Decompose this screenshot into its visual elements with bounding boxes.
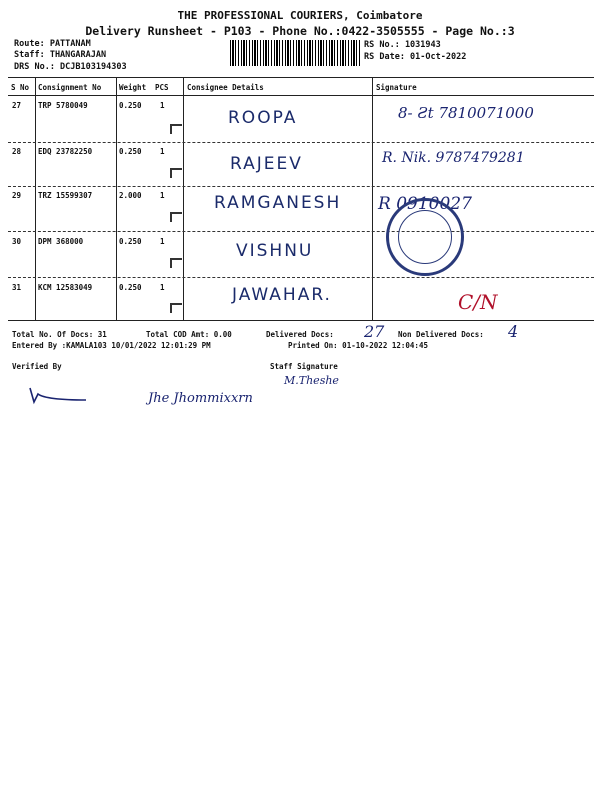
col-header-consignment: Consignment No [38,83,102,92]
consignee-name: RAJEEV [230,154,303,174]
staff-signature-label: Staff Signature [270,362,338,371]
rs-number: RS No.: 1031943 [364,40,441,50]
consignee-name: RAMGANESH [214,193,342,213]
row-sno: 30 [12,237,22,246]
runsheet-title: Delivery Runsheet - P103 - Phone No.:0422-3505555 - Page No.:3 [85,24,515,38]
row-pcs: 1 [160,101,165,110]
tick-mark [170,258,182,268]
row-sno: 27 [12,101,22,110]
tick-mark [170,168,182,178]
row-pcs: 1 [160,191,165,200]
delivered-label: Delivered Docs: [266,330,334,339]
table-bottom-rule [8,320,594,321]
row-sno: 31 [12,283,22,292]
row-weight: 0.250 [119,147,142,156]
delivered-value: 27 [364,322,385,341]
col-header-pcs: PCS [155,83,169,92]
tick-mark [170,303,182,313]
staff: Staff: THANGARAJAN [14,50,107,60]
signature: 8- Ƨt 7810071000 [398,104,534,122]
row-consignment: DPM 368000 [38,237,84,246]
row-consignment: KCM 12583049 [38,283,93,292]
col-divider [183,78,184,320]
col-header-consignee: Consignee Details [187,83,264,92]
route: Route: PATTANAM [14,39,91,49]
signature: R 0910027 [378,194,472,214]
row-consignment: TRP 5780049 [38,101,88,110]
col-divider [372,78,373,320]
row-weight: 0.250 [119,237,142,246]
row-sno: 28 [12,147,22,156]
col-header-signature: Signature [376,83,417,92]
col-header-sno: S No [11,83,30,92]
row-weight: 0.250 [119,101,142,110]
total-cod: Total COD Amt: 0.00 [146,330,232,339]
verified-by-label: Verified By [12,362,62,371]
non-delivered-label: Non Delivered Docs: [398,330,484,339]
table-top-rule [8,77,594,78]
non-delivered-value: 4 [508,322,519,341]
table-header-rule [8,95,594,96]
printed-on: Printed On: 01-10-2022 12:04:45 [288,341,428,350]
verified-signature-mark [26,384,96,408]
row-pcs: 1 [160,283,165,292]
signature: R. Nik. 9787479281 [382,150,525,166]
row-divider [8,277,594,278]
consignee-name: JAWAHAR. [232,285,332,305]
entered-by: Entered By :KAMALA103 10/01/2022 12:01:29 PM [12,341,211,350]
row-weight: 2.000 [119,191,142,200]
row-divider [8,186,594,187]
row-consignment: EDQ 23782250 [38,147,93,156]
company-title: THE PROFESSIONAL COURIERS, Coimbatore [177,9,423,22]
tick-mark [170,212,182,222]
row-pcs: 1 [160,147,165,156]
signature: C/N [458,290,498,314]
row-divider [8,142,594,143]
staff-signature: M.Theshe [284,374,339,387]
row-divider [8,231,594,232]
col-divider [35,78,36,320]
barcode [230,40,360,66]
row-consignment: TRZ 15599307 [38,191,93,200]
consignee-name: VISHNU [236,241,314,261]
row-weight: 0.250 [119,283,142,292]
drs-number: DRS No.: DCJB103194303 [14,62,127,72]
row-sno: 29 [12,191,22,200]
col-header-weight: Weight [119,83,147,92]
verified-signature: Jhe Jhommixxrn [148,391,253,406]
courier-stamp-inner [398,210,452,264]
row-pcs: 1 [160,237,165,246]
total-docs: Total No. Of Docs: 31 [12,330,107,339]
col-divider [116,78,117,320]
rs-date: RS Date: 01-Oct-2022 [364,52,467,62]
tick-mark [170,124,182,134]
consignee-name: ROOPA [228,108,298,128]
